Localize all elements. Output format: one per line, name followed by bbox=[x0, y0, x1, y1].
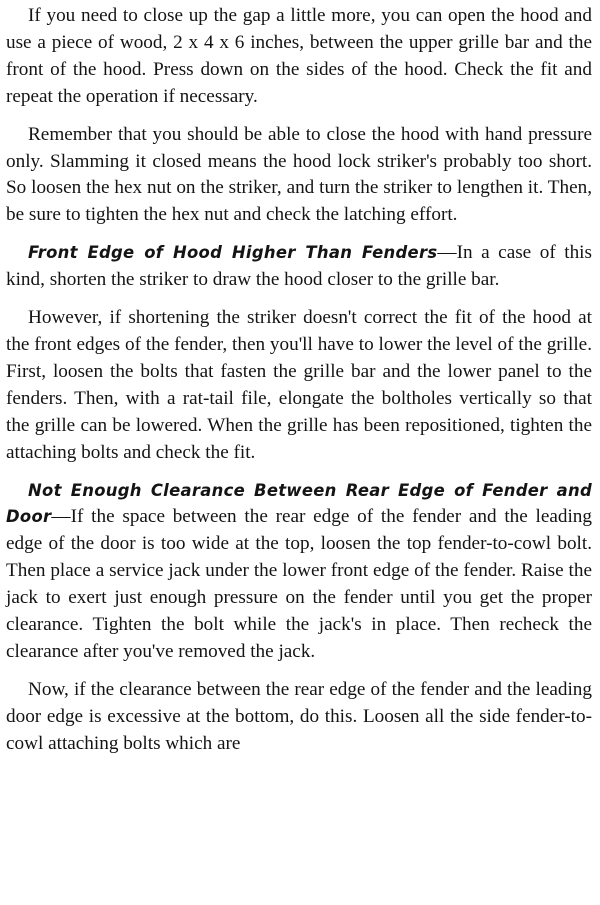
paragraph-clearance-bottom bbox=[6, 677, 592, 758]
paragraph-clearance-top bbox=[6, 478, 592, 666]
paragraph-text: However, if shortening the striker doesn't correct the fit of the hood at the front edges of the fender, then you'll have to lower the level of the grille. First, loosen the bolts that fasten the grille bar and the lower panel to the fenders. Then, with a rat-tail file, elongate the boltholes vertically so that the grille can be lowered. When the grille has been repositioned, tighten the attaching bolts and check the fit. bbox=[6, 307, 592, 463]
paragraph-text: —If the space between the rear edge of the fender and the leading edge of the door is too wide at the top, loosen the top fender-to-cowl bolt. Then place a service jack under the lower front edge of the fender. Raise the jack to exert just enough pressure on the fender until you get the proper clearance. Tighten the bolt while the jack's in place. Then recheck the clearance after you've removed the jack. bbox=[6, 506, 592, 662]
paragraph-lower-grille bbox=[6, 305, 592, 466]
paragraph-text: Now, if the clearance between the rear edge of the fender and the leading door edge is excessive at the bottom, do this. Loosen all the side fender-to-cowl attaching bolts which are bbox=[6, 678, 592, 754]
document-page bbox=[6, 3, 592, 769]
paragraph-text: Remember that you should be able to close the hood with hand pressure only. Slamming it closed means the hood lock striker's probably too short. So loosen the hex nut on the striker, and turn the striker to lengthen it. Then, be sure to tighten the hex nut and check the latching effort. bbox=[6, 123, 592, 226]
paragraph-text: —In a case of this kind, shorten the striker to draw the hood closer to the grille bar. bbox=[6, 242, 592, 291]
paragraph-front-edge-higher bbox=[6, 240, 592, 294]
paragraph-text: If you need to close up the gap a little more, you can open the hood and use a piece of wood, 2 x 4 x 6 inches, between the upper grille bar and the front of the hood. Press down on the sides of the hood. Check the fit and repeat the operation if necessary. bbox=[6, 5, 592, 107]
paragraph-gap-closing bbox=[6, 3, 592, 111]
paragraph-hood-pressure bbox=[6, 122, 592, 230]
section-heading-front-edge: Front Edge of Hood Higher Than Fenders bbox=[28, 243, 438, 263]
section-heading-clearance: Not Enough Clearance Between Rear Edge of Fender and Door bbox=[6, 480, 592, 527]
